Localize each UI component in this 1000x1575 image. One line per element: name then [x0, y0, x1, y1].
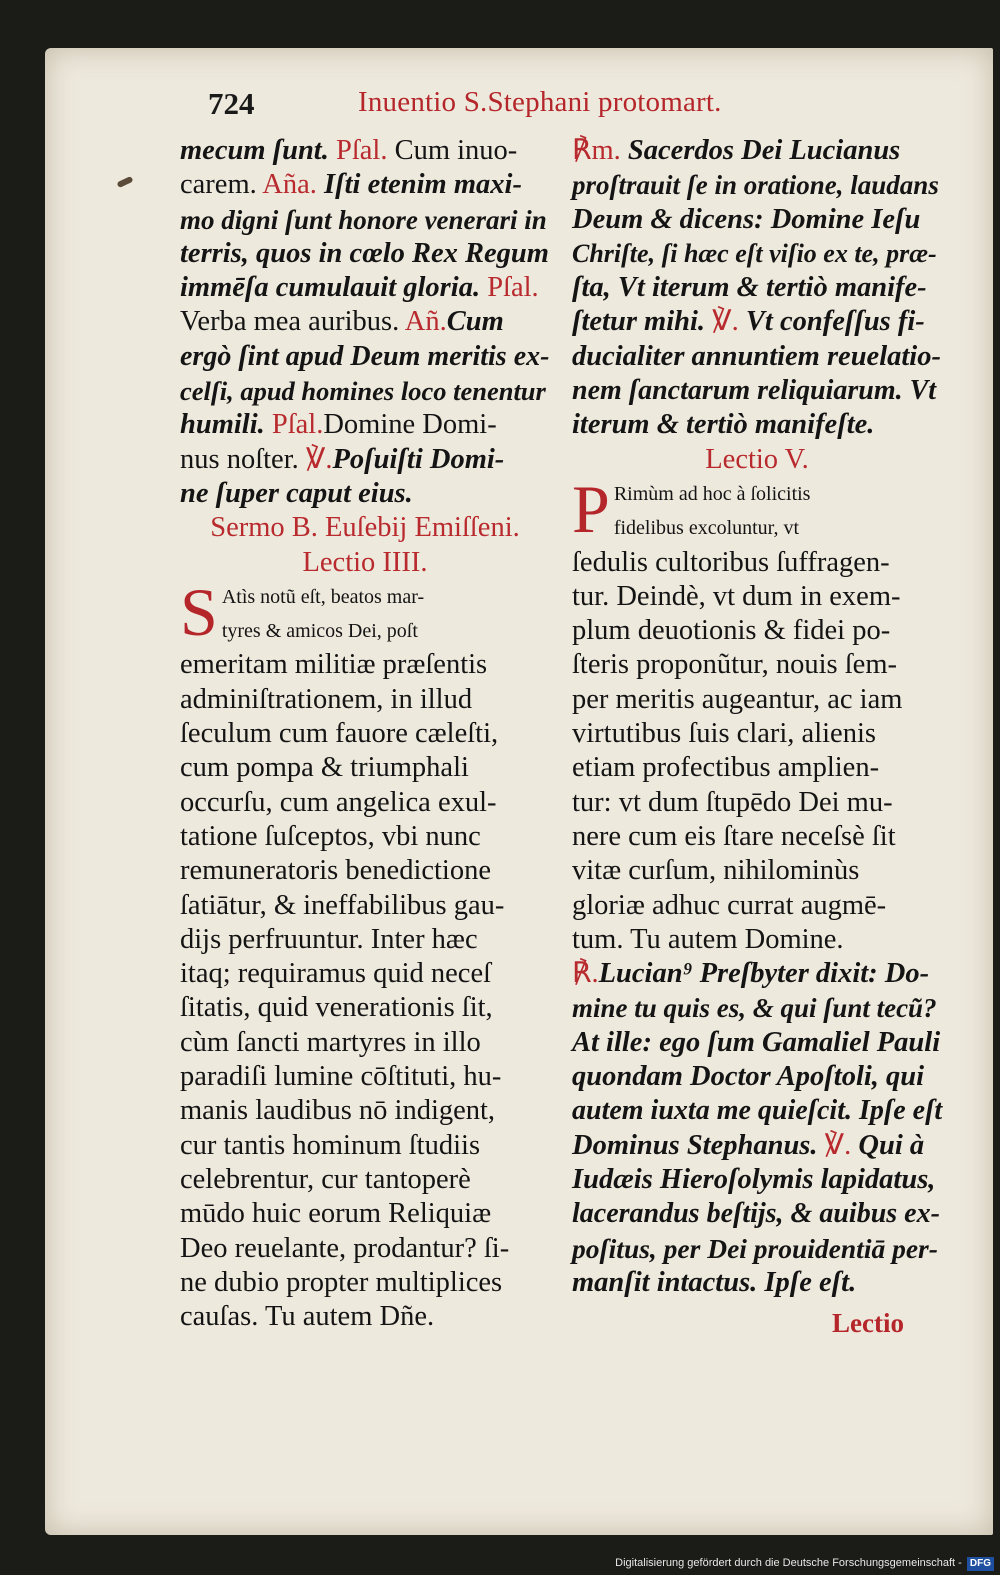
- text-segment: Vt confeſſus fi-: [738, 306, 925, 338]
- text-line: [572, 237, 942, 271]
- text-segment: manſit intactus. Ipſe eſt.: [572, 1266, 857, 1298]
- page-number: 724: [208, 86, 255, 121]
- text-segment: Deum & dicens: Domine Ieſu: [572, 203, 921, 235]
- text-line: ſeculum cum fauore cæleſti,: [180, 718, 499, 750]
- text-segment: Qui à: [851, 1129, 925, 1161]
- text-line: etiam profectibus amplien-: [572, 752, 880, 784]
- text-segment: Cum: [446, 306, 504, 338]
- text-line: [572, 1060, 942, 1094]
- text-line: cùm ſancti martyres in illo: [180, 1026, 481, 1058]
- text-segment: poſitus, per Dei prouidentiā per-: [572, 1232, 938, 1264]
- text-line: [180, 374, 550, 408]
- text-line: [572, 168, 942, 202]
- text-segment: terris, quos in cœlo Rex Regum: [180, 237, 549, 269]
- text-line: adminiſtrationem, in illud: [180, 683, 473, 715]
- text-line: tum. Tu autem Domine.: [572, 923, 844, 955]
- text-segment: Poſuiſti Domi-: [332, 443, 505, 475]
- drop-cap-p: P: [572, 470, 610, 547]
- text-segment: Lucian⁹ Preſbyter dixit: Do-: [598, 958, 930, 990]
- text-segment: immēſa cumulauit gloria.: [180, 272, 488, 304]
- lectio-v-text: [572, 470, 942, 957]
- text-line: tatione ſuſceptos, vbi nunc: [180, 820, 481, 852]
- lectio-iiii-heading: Lectio IIII.: [302, 546, 428, 578]
- text-line: tyres & amicos Dei, poſt: [221, 620, 418, 643]
- text-line: [572, 374, 942, 408]
- text-line: [572, 1163, 942, 1197]
- text-line: ſedulis cultoribus ſuffragen-: [572, 546, 890, 578]
- text-line: itaq; requiramus quid neceſ: [180, 958, 492, 990]
- text-segment: Domine Domi-: [323, 409, 497, 441]
- dfg-logo: DFG: [967, 1557, 994, 1571]
- text-line: [180, 443, 550, 477]
- sermo-heading: Sermo B. Euſebij Emiſſeni.: [210, 512, 520, 544]
- text-line: [572, 1026, 942, 1060]
- text-line: [572, 1094, 942, 1128]
- text-line: Rimùm ad hoc à ſolicitis: [613, 482, 811, 505]
- text-segment: nem ſanctarum reliquiarum. Vt: [572, 375, 937, 407]
- text-segment: Iudæis Hieroſolymis lapidatus,: [572, 1163, 936, 1195]
- text-line: gloriæ adhuc currat augmē-: [572, 889, 887, 921]
- text-segment: Verba mea auribus.: [180, 306, 405, 338]
- text-segment: Iſti etenim maxi-: [316, 169, 522, 201]
- text-line: tur: vt dum ſtupēdo Dei mu-: [572, 786, 893, 818]
- text-segment: Chriſte, ſi hæc eſt viſio ex te, præ-: [572, 238, 937, 268]
- text-line: fidelibus excoluntur, vt: [613, 517, 800, 540]
- text-line: vitæ curſum, nihilominùs: [572, 855, 860, 887]
- drop-cap-s: S: [180, 573, 218, 650]
- text-line: Deo reuelante, prodantur? ſi-: [180, 1232, 510, 1264]
- rubric-mark: Pſal.: [271, 409, 324, 441]
- rubric-mark: ℟.: [572, 958, 599, 990]
- lectio-iiii-body: [180, 648, 550, 1334]
- text-line: cur tantis hominum ſtudiis: [180, 1129, 481, 1161]
- text-segment: quondam Doctor Apoſtoli, qui: [572, 1061, 925, 1093]
- text-line: ſatiātur, & ineffabilibus gau-: [180, 889, 505, 921]
- text-line: [180, 203, 550, 237]
- text-segment: mecum ſunt.: [180, 135, 336, 166]
- text-line: per meritis augeantur, ac iam: [572, 683, 903, 715]
- responsory-bottom: [572, 957, 942, 1300]
- text-segment: celſi, apud homines loco tenentur: [180, 376, 546, 407]
- text-line: [572, 991, 942, 1025]
- text-line: plum deuotionis & fidei po-: [572, 615, 891, 647]
- text-line: celebrentur, cur tantoperè: [180, 1163, 471, 1195]
- text-line: nere cum eis ſtare neceſsè ſit: [572, 820, 896, 852]
- text-segment: Sacerdos Dei Lucianus: [620, 135, 901, 166]
- text-line: [572, 340, 942, 374]
- text-line: [572, 203, 942, 237]
- rubric-mark: Pſal.: [335, 135, 388, 166]
- right-column: [572, 134, 942, 1300]
- rubric-mark: ℣.: [824, 1129, 852, 1161]
- text-line: cum pompa & triumphali: [180, 752, 469, 784]
- rubric-mark: ℣.: [305, 443, 333, 475]
- text-line: manis laudibus nō indigent,: [180, 1095, 496, 1127]
- text-line: occurſu, cum angelica exul-: [180, 786, 497, 818]
- text-line: ne dubio propter multiplices: [180, 1266, 503, 1298]
- text-line: ſitatis, quid venerationis ſit,: [180, 992, 493, 1024]
- text-line: paradiſi lumine cōſtituti, hu-: [180, 1061, 502, 1093]
- left-column: [180, 134, 550, 1334]
- text-segment: ſtetur mihi.: [572, 306, 713, 338]
- text-segment: mine tu quis es, & qui ſunt tecũ?: [572, 993, 937, 1024]
- text-line: [572, 408, 942, 442]
- catchword: Lectio: [832, 1308, 904, 1338]
- text-line: tur. Deindè, vt dum in exem-: [572, 580, 901, 612]
- text-segment: carem.: [180, 169, 263, 201]
- text-segment: ne ſuper caput eius.: [180, 477, 413, 509]
- text-line: [180, 408, 550, 442]
- text-line: mūdo huic eorum Reliquiæ: [180, 1198, 492, 1230]
- text-line: [180, 271, 550, 305]
- text-line: [180, 168, 550, 202]
- rubric-mark: Pſal.: [487, 272, 539, 304]
- text-segment: proſtrauit ſe in oratione, laudans: [572, 170, 939, 201]
- text-line: [180, 305, 550, 339]
- text-segment: lacerandus beſtijs, & auibus ex-: [572, 1198, 940, 1230]
- text-line: [180, 237, 550, 271]
- responsory-top: [572, 134, 942, 443]
- text-line: [572, 271, 942, 305]
- lectio-v-heading: Lectio V.: [705, 443, 809, 475]
- lectio-iiii-text: [180, 573, 550, 1335]
- text-line: [572, 1232, 942, 1266]
- text-line: [572, 134, 942, 168]
- rubric-mark: Aña.: [262, 169, 317, 201]
- text-line: [572, 1197, 942, 1231]
- text-line: virtutibus ſuis clari, alienis: [572, 718, 876, 750]
- text-segment: iterum & tertiò manifeſte.: [572, 409, 875, 441]
- text-segment: autem iuxta me quieſcit. Ipſe eſt: [572, 1095, 943, 1127]
- text-segment: ducialiter annuntiem reuelatio-: [572, 340, 941, 372]
- text-line: remuneratoris benedictione: [180, 855, 491, 887]
- text-line: [572, 1129, 942, 1163]
- lectio-v-body: [572, 546, 942, 958]
- text-segment: Cum inuo-: [387, 135, 518, 166]
- text-line: [572, 957, 942, 991]
- text-line: [572, 1266, 942, 1300]
- text-line: [572, 305, 942, 339]
- text-line: dijs perfruuntur. Inter hæc: [180, 923, 478, 955]
- text-line: ſteris proponũtur, nouis ſem-: [572, 649, 897, 681]
- footer-credit: [615, 1551, 1000, 1575]
- text-segment: nus noſter.: [180, 443, 306, 475]
- text-segment: Dominus Stephanus.: [572, 1129, 825, 1161]
- text-segment: ergò ſint apud Deum meritis ex-: [180, 340, 550, 372]
- text-line: [180, 340, 550, 374]
- left-antiphons: [180, 134, 550, 511]
- rubric-mark: Añ.: [404, 306, 447, 338]
- text-line: Atìs notũ eſt, beatos mar-: [221, 585, 425, 608]
- text-line: emeritam militiæ præſentis: [180, 649, 488, 681]
- text-line: [180, 134, 550, 168]
- text-segment: ſta, Vt iterum & tertiò manife-: [572, 272, 927, 304]
- text-segment: mo digni ſunt honore venerari in: [180, 204, 547, 235]
- text-line: [180, 477, 550, 511]
- footer-text: Digitalisierung gefördert durch die Deutsche Forschungsgemeinschaft -: [615, 1557, 962, 1569]
- rubric-mark: ℟m.: [572, 135, 621, 166]
- text-line: cauſas. Tu autem Dñe.: [180, 1301, 435, 1333]
- text-segment: At ille: ego ſum Gamaliel Pauli: [572, 1026, 941, 1058]
- running-title: Inuentio S.Stephani protomart.: [358, 86, 722, 118]
- text-segment: humili.: [180, 409, 272, 441]
- rubric-mark: ℣.: [712, 306, 739, 338]
